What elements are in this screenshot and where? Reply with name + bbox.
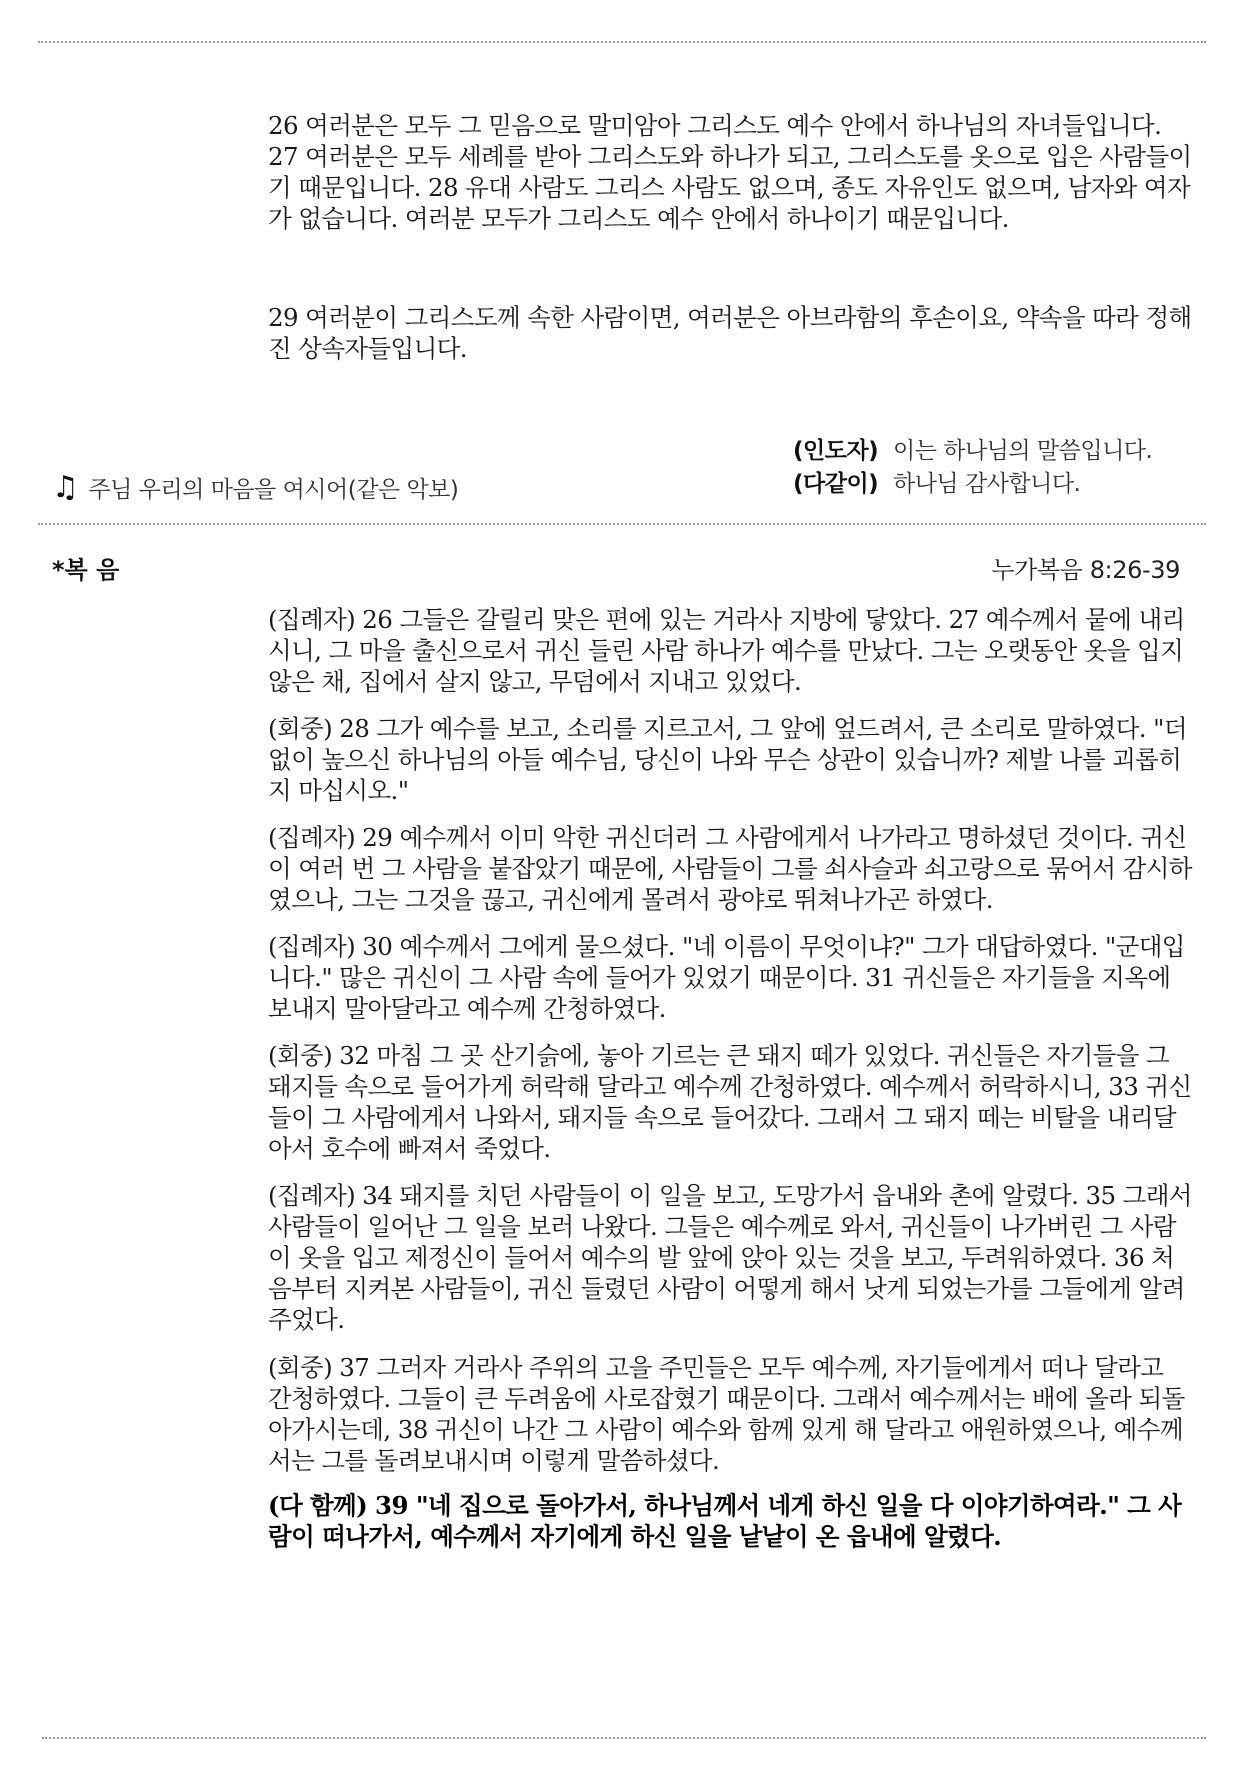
top-divider [38,41,1206,43]
epistle-paragraph-2: 29 여러분이 그리스도께 속한 사람이면, 여러분은 아브라함의 후손이요, 약속을 따라 정해진 상속자들입니다. [268,303,1192,363]
response-all [793,465,1080,498]
response-text: 이는 하나님의 말씀입니다. [893,438,1153,464]
gospel-paragraph: (집례자) 34 돼지를 치던 사람들이 이 일을 보고, 도망가서 읍내와 촌에 알렸다. 35 그래서 사람들이 일어난 그 일을 보러 나왔다. 그들은 예수께로 와서, 귀신들이 나가버린 그 사람이 옷을 입고 제정신이 들어서 예수의 발 앞에 앉아 있는 것을 보고, 두려워하였다. 36 처음부터 지켜본 사람들이, 귀신 들렸던 사람이 어떻게 해서 낫게 되었는가를 그들에게 알려 주었다. [268,1181,1192,1334]
response-speaker: (다같이) [793,471,879,497]
gospel-paragraph: (회중) 37 그러자 거라사 주위의 고을 주민들은 모두 예수께, 자기들에게서 떠나 달라고 간청하였다. 그들이 큰 두려움에 사로잡혔기 때문이다. 그래서 예수께서는 배에 올라 되돌아가시는데, 38 귀신이 나간 그 사람이 예수와 함께 있게 해 달라고 애원하였으나, 예수께서는 그를 돌려보내시며 이렇게 말씀하셨다. [268,1353,1185,1475]
response-leader [793,432,1152,465]
gospel-paragraph: (집례자) 29 예수께서 이미 악한 귀신더러 그 사람에게서 나가라고 명하셨던 것이다. 귀신이 여러 번 그 사람을 붙잡았기 때문에, 사람들이 그를 쇠사슬과 쇠고랑으로 묶어서 감시하였으나, 그는 그것을 끊고, 귀신에게 몰려서 광야로 뛰쳐나가곤 하였다. [268,823,1192,914]
bottom-divider [42,1737,1206,1739]
gospel-paragraph: (회중) 28 그가 예수를 보고, 소리를 지르고서, 그 앞에 엎드려서, 큰 소리로 말하였다. "더없이 높으신 하나님의 아들 예수님, 당신이 나와 무슨 상관이 있습니까? 제발 나를 괴롭히지 마십시오." [268,714,1187,805]
gospel-paragraph: (집례자) 26 그들은 갈릴리 맞은 편에 있는 거라사 지방에 닿았다. 27 예수께서 뭍에 내리시니, 그 마을 출신으로서 귀신 들린 사람 하나가 예수를 만났다. 그는 오랫동안 옷을 입지 않은 채, 집에서 살지 않고, 무덤에서 지내고 있었다. [268,605,1185,696]
gospel-paragraph: (회중) 32 마침 그 곳 산기슭에, 놓아 기르는 큰 돼지 떼가 있었다. 귀신들은 자기들을 그 돼지들 속으로 들어가게 허락해 달라고 예수께 간청하였다. 예수께서 허락하시니, 33 귀신들이 그 사람에게서 나와서, 돼지들 속으로 들어갔다. 그래서 그 돼지 떼는 비탈을 내리달아서 호수에 빠져서 죽었다. [268,1041,1192,1163]
music-note-icon: ♫ [52,470,79,505]
gospel-final-paragraph: (다 함께) 39 "네 집으로 돌아가서, 하나님께서 네게 하신 일을 다 이야기하여라." 그 사람이 떠나가서, 예수께서 자기에게 하신 일을 낱낱이 온 읍내에 알렸다. [268,1491,1182,1551]
hymn-title: 주님 우리의 마음을 여시어(같은 악보) [88,477,459,503]
gospel-title: *복 음 [52,556,120,584]
gospel-reference: 누가복음 8:26-39 [991,556,1180,584]
response-text: 하나님 감사합니다. [893,471,1081,497]
section-divider [38,523,1206,525]
gospel-paragraph: (집례자) 30 예수께서 그에게 물으셨다. "네 이름이 무엇이냐?" 그가 대답하였다. "군대입니다." 많은 귀신이 그 사람 속에 들어가 있었기 때문이다. 31 귀신들은 자기들을 지옥에 보내지 말아달라고 예수께 간청하였다. [268,932,1185,1023]
epistle-paragraph-1: 26 여러분은 모두 그 믿음으로 말미암아 그리스도 예수 안에서 하나님의 자녀들입니다. 27 여러분은 모두 세례를 받아 그리스도와 하나가 되고, 그리스도를 옷으로 입은 사람들이기 때문입니다. 28 유대 사람도 그리스 사람도 없으며, 종도 자유인도 없으며, 남자와 여자가 없습니다. 여러분 모두가 그리스도 예수 안에서 하나이기 때문입니다. [268,111,1192,233]
response-speaker: (인도자) [793,438,879,464]
hymn-line [52,470,458,505]
